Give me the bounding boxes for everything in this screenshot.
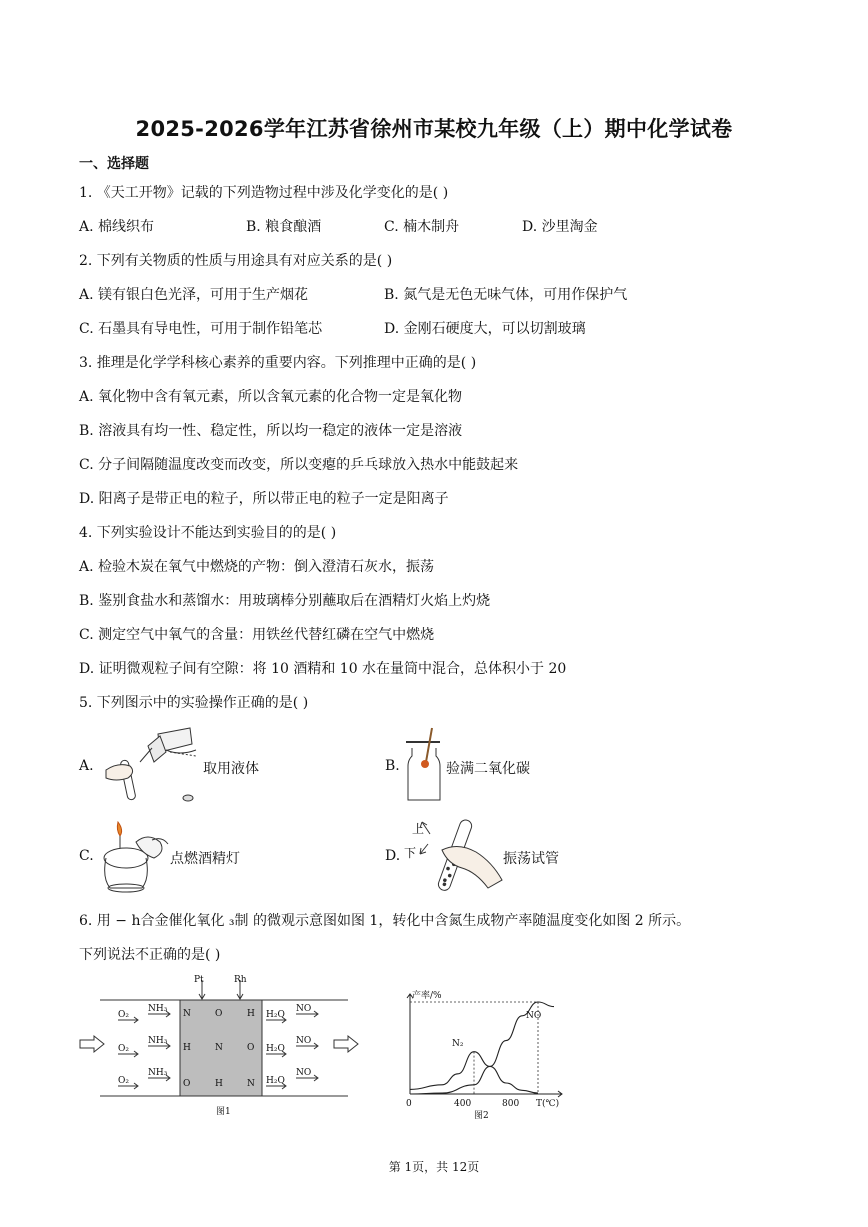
grid-atom: O xyxy=(247,1043,255,1053)
fig2-guides xyxy=(410,1002,538,1094)
question-1-option-a: A. 棉线织布 xyxy=(79,219,155,235)
page-footer: 第 1页，共 12页 xyxy=(388,1160,480,1174)
fig2-no-label: NO xyxy=(526,1011,542,1021)
grid-atom: N xyxy=(183,1009,191,1019)
fig2-caption: 图2 xyxy=(474,1111,489,1121)
question-3-stem: 3. 推理是化学学科核心素养的重要内容。下列推理中正确的是( ) xyxy=(79,355,477,371)
grid-atom: O xyxy=(215,1009,223,1019)
question-1-stem: 1. 《天工开物》记载的下列造物过程中涉及化学变化的是( ) xyxy=(79,185,449,201)
shake-up-label: 上 xyxy=(412,822,425,836)
question-5-option-c-text: 点燃酒精灯 xyxy=(170,851,240,867)
shake-down-label: 下 xyxy=(404,846,417,860)
fig1-nh3-label: NH₃ xyxy=(148,1004,168,1014)
fig1-nh3-label: NH₃ xyxy=(148,1036,168,1046)
fig1-h2o-label: H₂O xyxy=(266,1076,285,1086)
question-1-option-b: B. 粮食酿酒 xyxy=(246,219,322,235)
question-2-option-a: A. 镁有银白色光泽，可用于生产烟花 xyxy=(79,287,309,303)
fig1-o2-label: O₂ xyxy=(118,1010,129,1020)
fig1-o2-label: O₂ xyxy=(118,1076,129,1086)
gas-bottle-illustration xyxy=(404,726,444,804)
fig1-no-label: NO xyxy=(296,1036,312,1046)
question-2-option-b: B. 氮气是无色无味气体，可用作保护气 xyxy=(384,287,628,303)
grid-atom: N xyxy=(215,1043,223,1053)
fig1-h2o-label: H₂O xyxy=(266,1010,285,1020)
fig1-nh3-label: NH₃ xyxy=(148,1068,168,1078)
question-5-option-a-text: 取用液体 xyxy=(203,761,259,777)
question-3-option-a: A. 氧化物中含有氧元素，所以含氧元素的化合物一定是氧化物 xyxy=(79,389,463,405)
fig1-h2o-label: H₂O xyxy=(266,1044,285,1054)
question-4-option-b: B. 鉴别食盐水和蒸馏水：用玻璃棒分别蘸取后在酒精灯火焰上灼烧 xyxy=(79,593,491,609)
fig2-xlabel: T(℃) xyxy=(536,1099,560,1109)
fig2-xtick-800: 800 xyxy=(502,1099,520,1109)
question-5-option-b-letter: B. xyxy=(385,758,400,774)
question-2-option-d: D. 金刚石硬度大，可以切割玻璃 xyxy=(384,321,586,337)
pour-liquid-illustration xyxy=(100,722,200,807)
question-5-option-a-letter: A. xyxy=(79,758,94,774)
question-2-option-c: C. 石墨具有导电性，可用于制作铅笔芯 xyxy=(79,321,323,337)
question-6-stem-line-2: 下列说法不正确的是( ) xyxy=(79,947,221,963)
figure-1-micro-diagram xyxy=(78,974,368,1120)
fig1-no-label: NO xyxy=(296,1068,312,1078)
grid-atom: H xyxy=(215,1079,223,1089)
question-4-option-d: D. 证明微观粒子间有空隙：将 10 酒精和 10 水在量筒中混合，总体积小于 20 xyxy=(79,661,567,677)
question-5-option-d-letter: D. xyxy=(385,848,401,864)
grid-atom: N xyxy=(247,1079,255,1089)
alcohol-lamp-illustration xyxy=(96,818,172,898)
question-6-stem-line-1: 6. 用 − h合金催化氧化 ₃制 的微观示意图如图 1，转化中含氮生成物产率随温度变化如图 2 所示。 xyxy=(79,913,691,929)
question-1-option-c: C. 楠木制舟 xyxy=(384,219,460,235)
figure-2-yield-chart xyxy=(396,982,576,1122)
fig1-o2-label: O₂ xyxy=(118,1044,129,1054)
grid-atom: O xyxy=(183,1079,191,1089)
section-heading: 一、选择题 xyxy=(79,156,149,172)
page-title: 2025-2026学年江苏省徐州市某校九年级（上）期中化学试卷 xyxy=(135,117,733,141)
fig2-ylabel: 产率/% xyxy=(412,991,442,1001)
fig1-no-label: NO xyxy=(296,1004,312,1014)
question-4-option-a: A. 检验木炭在氧气中燃烧的产物：倒入澄清石灰水，振荡 xyxy=(79,559,435,575)
question-2-stem: 2. 下列有关物质的性质与用途具有对应关系的是( ) xyxy=(79,253,393,269)
fig2-n2-label: N₂ xyxy=(452,1039,464,1049)
shake-test-tube-illustration xyxy=(418,814,504,898)
fig2-origin: 0 xyxy=(406,1099,412,1109)
fig1-pt-label: Pt xyxy=(194,975,204,985)
question-3-option-c: C. 分子间隔随温度改变而改变，所以变瘪的乒乓球放入热水中能鼓起来 xyxy=(79,457,519,473)
question-3-option-d: D. 阳离子是带正电的粒子，所以带正电的粒子一定是阳离子 xyxy=(79,491,449,507)
grid-atom: H xyxy=(183,1043,191,1053)
fig2-xtick-400: 400 xyxy=(454,1099,472,1109)
fig1-rh-label: Rh xyxy=(234,975,247,985)
question-3-option-b: B. 溶液具有均一性、稳定性，所以均一稳定的液体一定是溶液 xyxy=(79,423,463,439)
question-5-option-c-letter: C. xyxy=(79,848,94,864)
question-5-option-d-text: 振荡试管 xyxy=(503,851,559,867)
question-5-option-b-text: 验满二氧化碳 xyxy=(446,761,530,777)
question-4-option-c: C. 测定空气中氧气的含量：用铁丝代替红磷在空气中燃烧 xyxy=(79,627,435,643)
question-4-stem: 4. 下列实验设计不能达到实验目的的是( ) xyxy=(79,525,337,541)
fig1-caption: 图1 xyxy=(216,1107,231,1117)
question-5-stem: 5. 下列图示中的实验操作正确的是( ) xyxy=(79,695,309,711)
grid-atom: H xyxy=(247,1009,255,1019)
question-1-option-d: D. 沙里淘金 xyxy=(522,219,598,235)
